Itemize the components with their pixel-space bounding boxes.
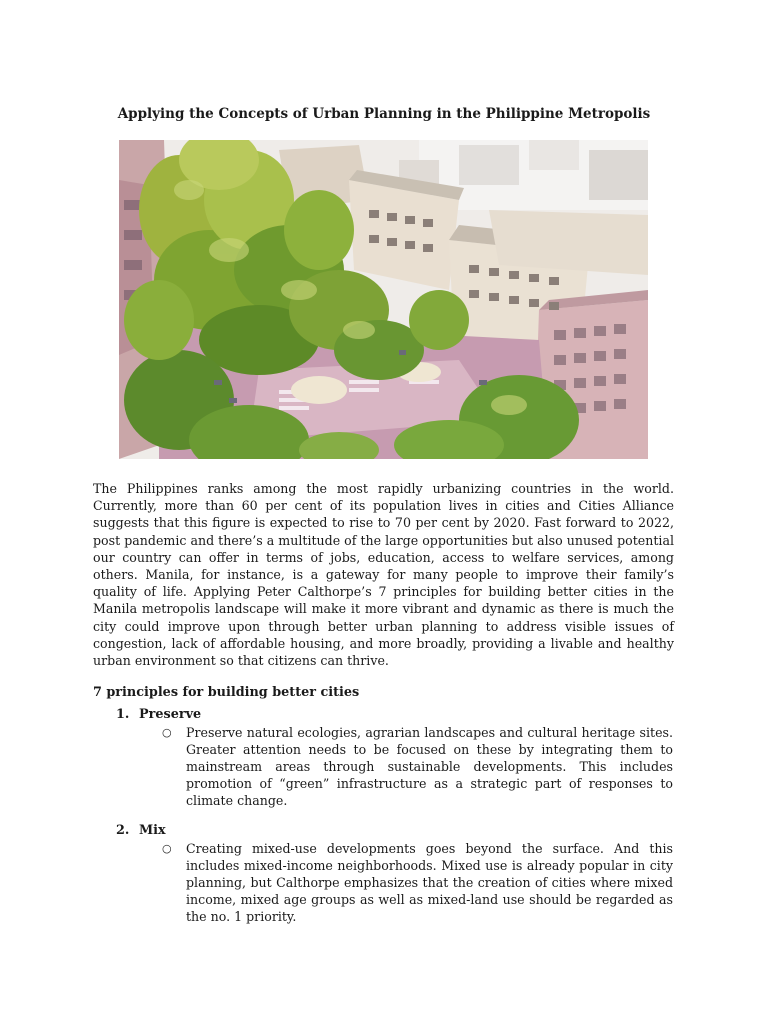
principles-section-heading: 7 principles for building better cities — [93, 685, 360, 700]
principle-number: 1. — [116, 707, 130, 722]
principle-2-heading — [0, 822, 768, 840]
hollow-circle-bullet-icon: ○ — [162, 726, 172, 739]
document-title: Applying the Concepts of Urban Planning in the Philippine Metropolis — [117, 106, 651, 122]
principle-name: Mix — [139, 823, 166, 838]
intro-paragraph: The Philippines ranks among the most rapidly urbanizing countries in the world. Currently, more than 60 per cent of its population lives in cities and Cities Alliance suggests that this figure is expected to rise to 70 per cent by 2020. Fast forward to 2022, post pandemic and there’s a multitude of the large opportunities but also unused potential our country can offer in terms of jobs, education, access to welfare services, among others. Manila, for instance, is a gateway for many people to improve their family’s quality of life. Applying Peter Calthorpe’s 7 principles for building better cities in the Manila metropolis landscape will make it more vibrant and dynamic as there is much the city could improve upon through better urban planning to address visible issues of congestion, lack of affordable housing, and more broadly, providing a livable and healthy urban environment so that citizens can thrive. — [93, 481, 674, 669]
principle-1-heading — [0, 706, 768, 724]
principle-1-description: Preserve natural ecologies, agrarian landscapes and cultural heritage sites. Greater attention needs to be focused on these by integrating them to mainstream areas through sustainable developments. This includes promotion of “green” infrastructure as a strategic part of responses to climate change. — [186, 725, 673, 809]
hollow-circle-bullet-icon: ○ — [162, 842, 172, 855]
principle-name: Preserve — [139, 707, 202, 722]
principle-2-description: Creating mixed-use developments goes beyond the surface. And this includes mixed-income neighborhoods. Mixed use is already popular in city planning, but Calthorpe emphasizes that the creation of cities where mixed income, mixed age groups as well as mixed-land use should be regarded as the no. 1 priority. — [186, 841, 673, 925]
urban-street-illustration-icon — [119, 140, 648, 459]
principle-number: 2. — [116, 823, 130, 838]
